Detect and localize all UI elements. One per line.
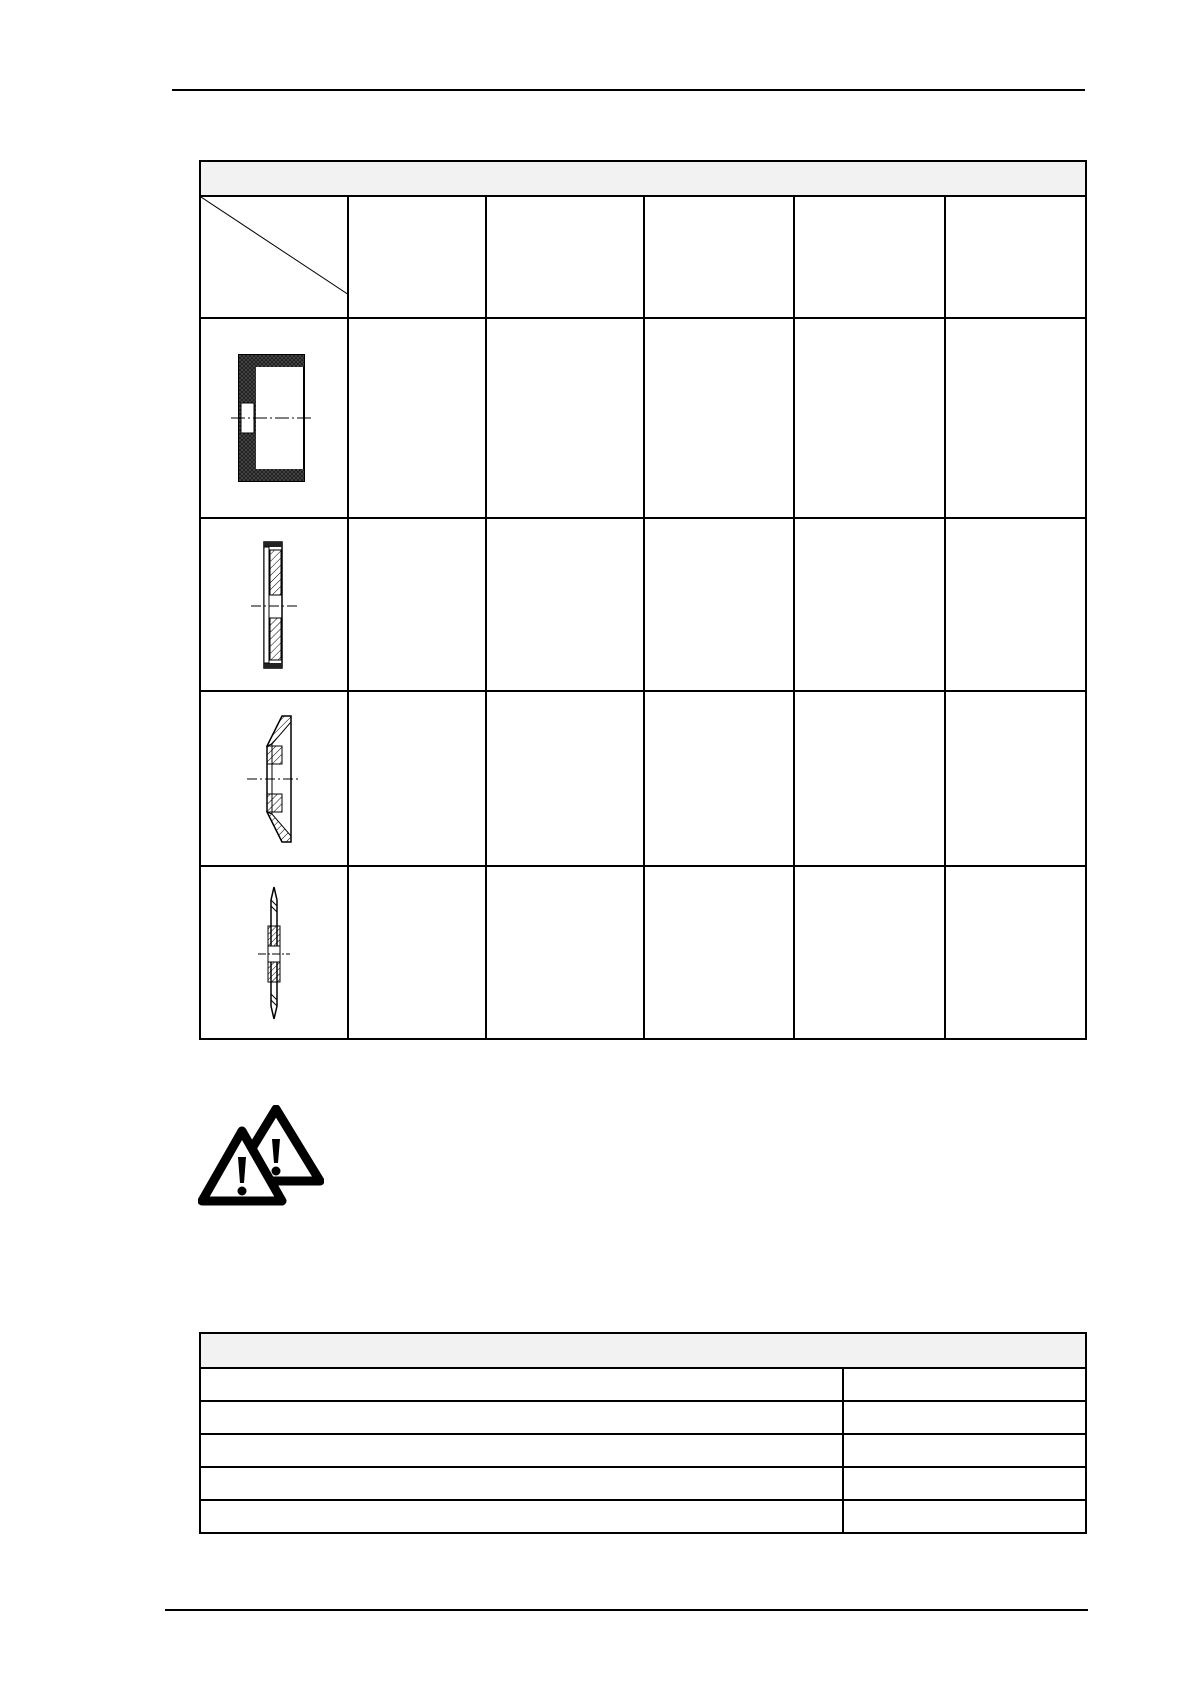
column-header — [486, 196, 644, 318]
table-cell — [794, 691, 945, 866]
table-cell — [945, 518, 1086, 691]
cup-wheel-icon — [200, 318, 348, 518]
table-row — [200, 691, 1086, 866]
table-cell — [348, 318, 486, 518]
table-cell — [486, 318, 644, 518]
spec-label — [200, 1434, 843, 1467]
spec-label — [200, 1467, 843, 1500]
table-cell — [486, 866, 644, 1039]
table-cell — [644, 518, 794, 691]
column-header — [945, 196, 1086, 318]
table-cell — [348, 866, 486, 1039]
table-row — [200, 318, 1086, 518]
table-row — [200, 1467, 1086, 1500]
flat-wheel-icon — [200, 518, 348, 691]
spec-label — [200, 1401, 843, 1434]
spec-value — [843, 1467, 1086, 1500]
diagonal-divider — [201, 197, 349, 317]
table-row — [200, 518, 1086, 691]
spec-label — [200, 1368, 843, 1401]
column-header — [794, 196, 945, 318]
table-cell — [794, 318, 945, 518]
footer-rule — [165, 1609, 1088, 1611]
table-row — [200, 1368, 1086, 1401]
table-row — [200, 1434, 1086, 1467]
double-warning-triangle-icon — [198, 1105, 324, 1207]
table-cell — [644, 318, 794, 518]
table-cell — [486, 691, 644, 866]
column-header — [644, 196, 794, 318]
table-cell — [486, 518, 644, 691]
table-cell — [945, 866, 1086, 1039]
table-cell — [945, 318, 1086, 518]
table-row — [200, 866, 1086, 1039]
table-row — [200, 1401, 1086, 1434]
spec-value — [843, 1434, 1086, 1467]
table-cell — [644, 866, 794, 1039]
spec-value — [843, 1401, 1086, 1434]
table-row — [200, 1500, 1086, 1533]
table-title — [200, 161, 1086, 196]
spec-value — [843, 1368, 1086, 1401]
corner-header-cell — [200, 196, 348, 318]
grinding-wheel-table — [199, 160, 1087, 1040]
table-cell — [348, 691, 486, 866]
dish-wheel-icon — [200, 691, 348, 866]
table-cell — [794, 518, 945, 691]
thin-disc-icon — [200, 866, 348, 1039]
table-cell — [945, 691, 1086, 866]
column-header — [348, 196, 486, 318]
table-title — [200, 1333, 1086, 1368]
table-cell — [348, 518, 486, 691]
spec-label — [200, 1500, 843, 1533]
table-cell — [794, 866, 945, 1039]
specification-table — [199, 1332, 1087, 1534]
spec-value — [843, 1500, 1086, 1533]
header-rule — [172, 89, 1085, 91]
table-cell — [644, 691, 794, 866]
